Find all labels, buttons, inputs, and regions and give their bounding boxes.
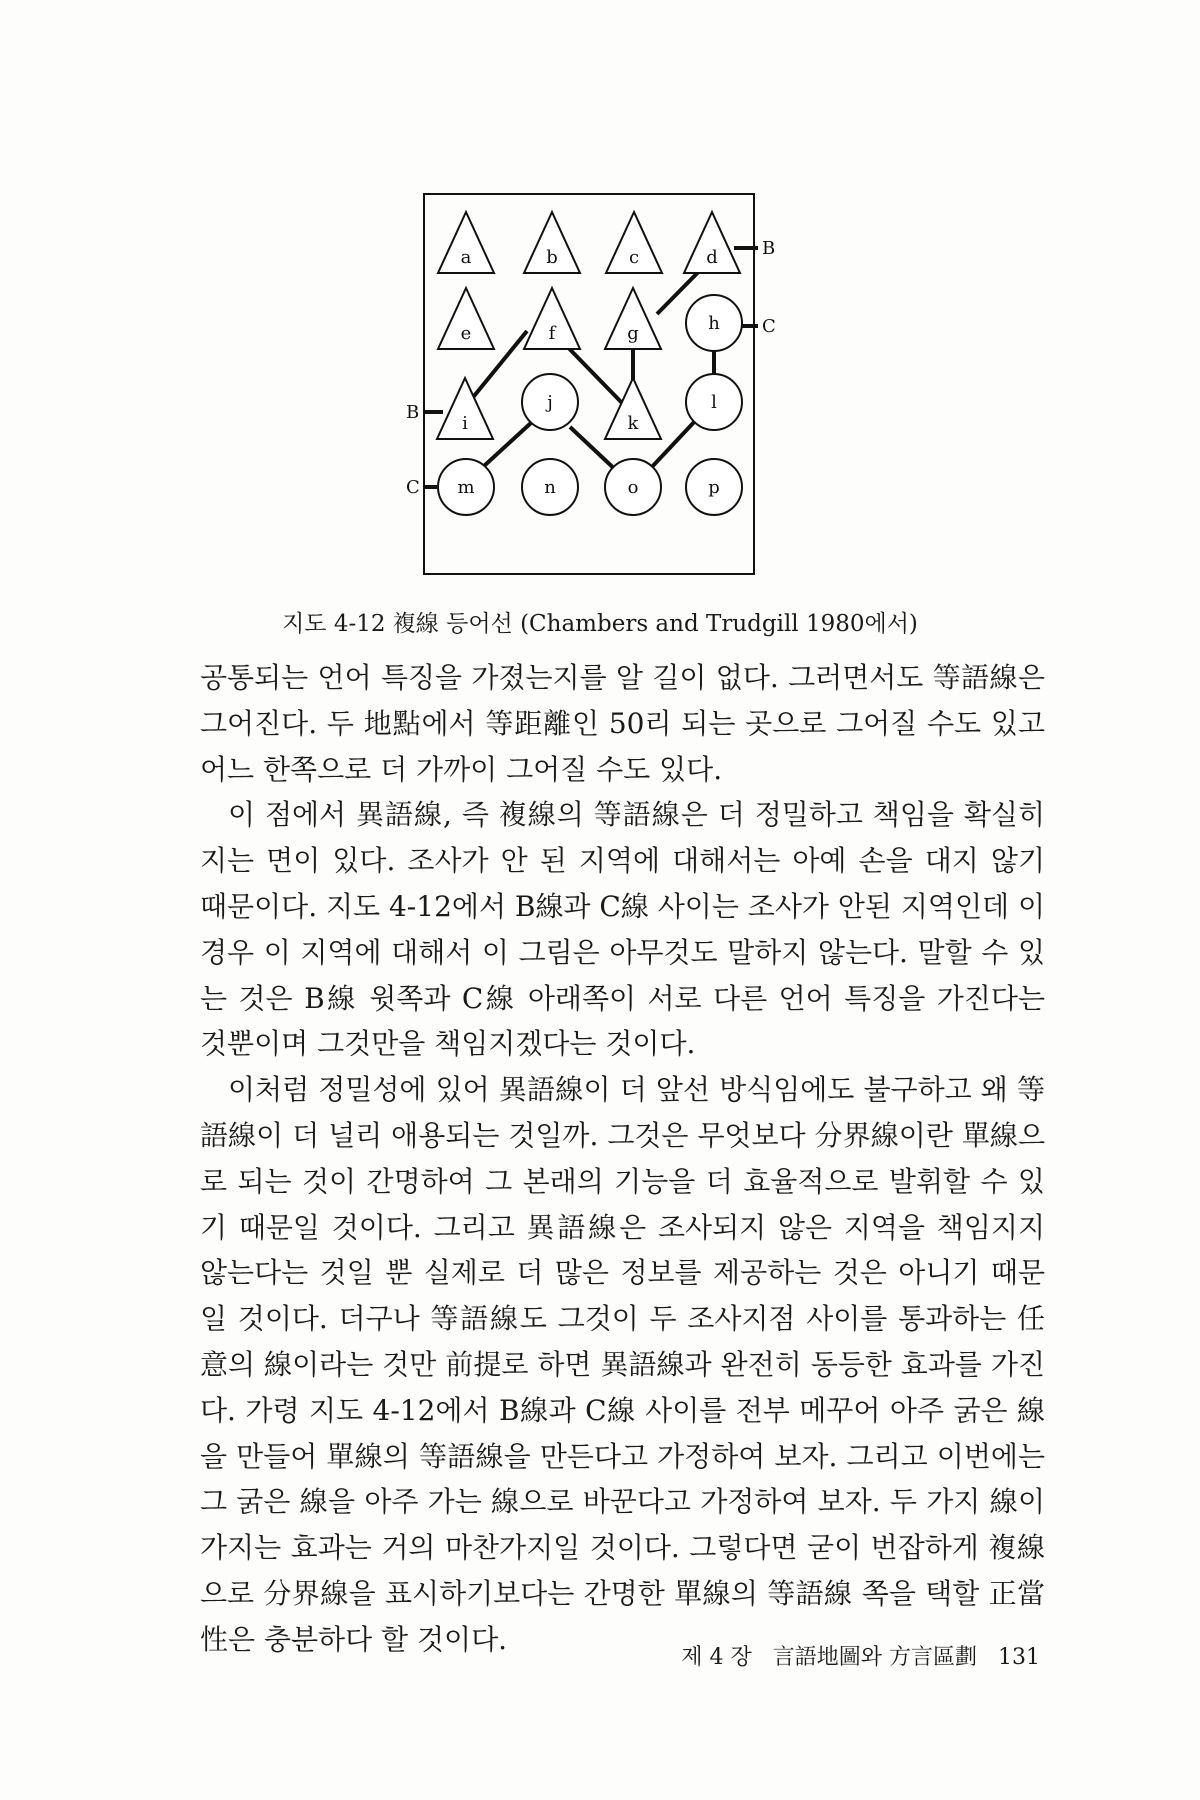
figure-caption: 지도 4-12 複線 등어선 (Chambers and Trudgill 1980에서) (282, 611, 918, 637)
circle-node-p (686, 459, 742, 515)
node-label-b: b (546, 247, 558, 268)
triangle-node-g (605, 288, 661, 349)
triangle-node-e (438, 288, 494, 349)
isogloss-label-b-left: B (406, 402, 420, 423)
footer-chapter: 제 4 장 (681, 1645, 752, 1670)
paragraph-2: 이 점에서 異語線, 즉 複線의 等語線은 더 정밀하고 책임을 확실히 지는 면이 있다. 조사가 안 된 지역에 대해서는 아예 손을 대지 않기 때문이다. 지도 4-12에서 B線과 C線 사이는 조사가 안된 지역인데 이 경우 이 지역에 대해서 이 그림은 아무것도 말하지 않는다. 말할 수 있는 것은 B線 윗쪽과 C線 아래쪽이 서로 다른 언어 특징을 가진다는 것뿐이며 그것만을 책임지겠다는 것이다. (200, 798, 1045, 1061)
node-label-o: o (627, 477, 639, 498)
node-label-l: l (711, 392, 717, 413)
triangle-node-b (524, 212, 580, 273)
triangle-node-i (437, 378, 493, 439)
node-label-c: c (628, 247, 640, 268)
node-label-j: j (547, 392, 553, 413)
node-label-m: m (457, 477, 475, 498)
circle-node-h (686, 295, 742, 351)
node-label-i: i (462, 413, 468, 434)
page-number: 131 (998, 1645, 1040, 1670)
circle-node-m (438, 459, 494, 515)
circle-node-n (522, 459, 578, 515)
triangle-node-f (524, 288, 580, 349)
footer-chapter-title: 言語地圖와 方言區劃 (772, 1645, 977, 1670)
triangle-node-c (606, 212, 662, 273)
isogloss-label-c-left: C (406, 477, 420, 498)
triangle-node-d (684, 212, 740, 273)
paragraph-3: 이처럼 정밀성에 있어 異語線이 더 앞선 방식임에도 불구하고 왜 等語線이 더 널리 애용되는 것일까. 그것은 무엇보다 分界線이란 單線으로 되는 것이 간명하여 그 본래의 기능을 더 효율적으로 발휘할 수 있기 때문일 것이다. 그리고 異語線은 조사되지 않은 지역을 책임지지 않는다는 것일 뿐 실제로 더 많은 정보를 제공하는 것은 아니기 때문일 것이다. 더구나 等語線도 그것이 두 조사지점 사이를 통과하는 任意의 線이라는 것만 前提로 하면 異語線과 완전히 동등한 효과를 가진다. 가령 지도 4-12에서 B線과 C線 사이를 전부 메꾸어 아주 굵은 線을 만들어 單線의 等語線을 만든다고 가정하여 보자. 그리고 이번에는 그 굵은 線을 아주 가는 線으로 바꾼다고 가정하여 보자. 두 가지 線이 가지는 효과는 거의 마찬가지일 것이다. 그렇다면 굳이 번잡하게 複線으로 分界線을 표시하기보다는 간명한 單線의 等語線 쪽을 택할 正當性은 충분하다 할 것이다. (200, 1073, 1045, 1656)
node-label-n: n (544, 477, 556, 498)
page-footer (600, 1640, 1040, 1671)
triangle-node-a (438, 212, 494, 273)
isogloss-map-figure (400, 190, 860, 600)
isogloss-label-b-right: B (762, 238, 776, 259)
node-label-f: f (548, 323, 556, 344)
node-label-a: a (460, 247, 472, 268)
circle-node-o (605, 459, 661, 515)
node-label-e: e (460, 323, 472, 344)
isogloss-label-c-right: C (762, 316, 776, 337)
node-label-g: g (627, 323, 639, 344)
triangle-node-k (605, 378, 661, 439)
node-label-p: p (708, 477, 720, 498)
circle-node-l (686, 374, 742, 430)
node-label-k: k (627, 413, 639, 434)
node-label-h: h (708, 313, 720, 334)
circle-node-j (522, 374, 578, 430)
node-label-d: d (706, 247, 718, 268)
paragraph-1: 공통되는 언어 특징을 가졌는지를 알 길이 없다. 그러면서도 等語線은 그어진다. 두 地點에서 等距離인 50리 되는 곳으로 그어질 수도 있고 어느 한쪽으로 더 가까이 그어질 수도 있다. (200, 661, 1045, 786)
body-text (200, 655, 1045, 1663)
